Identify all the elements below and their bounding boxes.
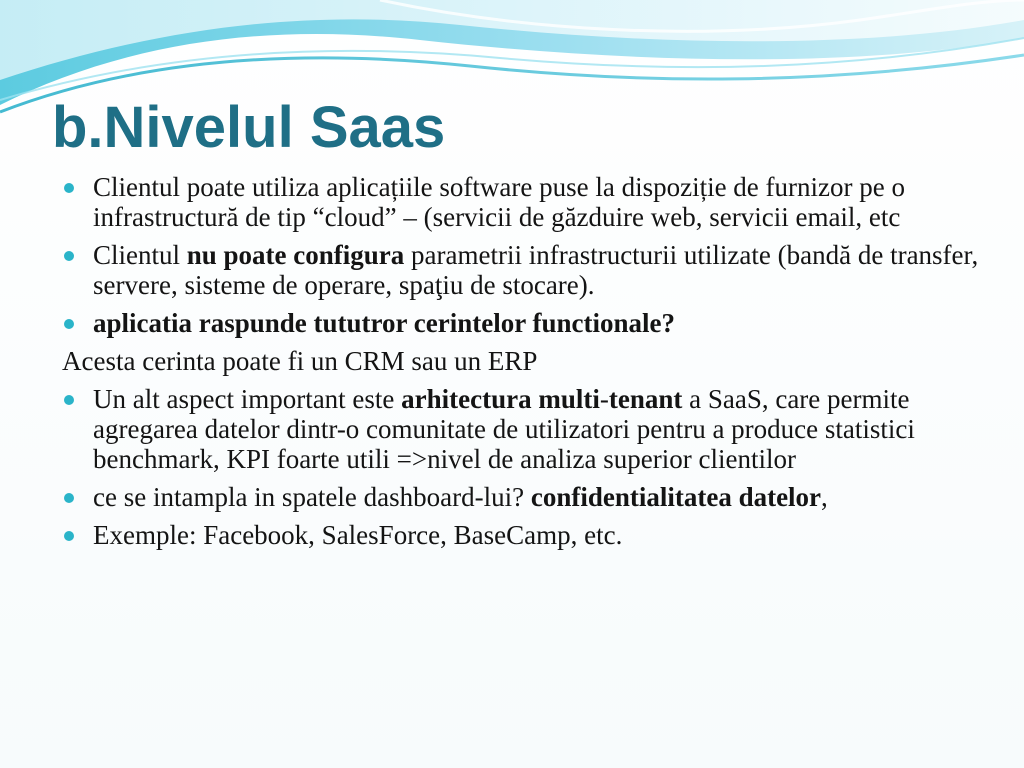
text: Exemple: Facebook, SalesForce, BaseCamp, etc. bbox=[93, 520, 623, 550]
text: - bbox=[599, 384, 609, 414]
bold-text: arhitectura multi bbox=[401, 384, 600, 414]
text: Clientul poate utiliza aplicațiile software puse la dispoziție de furnizor pe o infrastructură de tip “cloud” – (servicii de găzduire web, servicii email, etc bbox=[93, 172, 905, 232]
bullet-dot-icon bbox=[64, 251, 74, 261]
bullet-item bbox=[62, 482, 982, 512]
bullet-item bbox=[62, 520, 982, 550]
bullet-dot-icon bbox=[64, 531, 74, 541]
bullet-item bbox=[62, 172, 982, 232]
bold-text: tenant bbox=[608, 384, 683, 414]
bullet-item bbox=[62, 308, 982, 338]
bold-text: nu poate configura bbox=[186, 240, 405, 270]
bold-text: confidentialitatea datelor bbox=[530, 482, 822, 512]
bullet-item bbox=[62, 240, 982, 300]
text: , bbox=[821, 482, 828, 512]
text: parametrii infrastructurii utilizate (bandă de transfer, servere, sisteme de operare, spaţiu de stocare). bbox=[93, 240, 979, 300]
bullet-dot-icon bbox=[64, 493, 74, 503]
text-line bbox=[62, 346, 982, 376]
text: ce se intampla in spatele dashboard-lui? bbox=[93, 482, 531, 512]
bullet-dot-icon bbox=[64, 183, 74, 193]
bullet-dot-icon bbox=[64, 395, 74, 405]
slide-title: b.Nivelul Saas bbox=[52, 95, 446, 160]
slide-content bbox=[62, 172, 982, 558]
text: Clientul bbox=[93, 240, 187, 270]
bold-text: aplicatia raspunde tututror cerintelor functionale? bbox=[93, 308, 675, 338]
text: Un alt aspect important este bbox=[93, 384, 402, 414]
bullet-item bbox=[62, 384, 982, 474]
text: Acesta cerinta poate fi un CRM sau un ERP bbox=[62, 346, 538, 376]
bullet-dot-icon bbox=[64, 319, 74, 329]
text: a SaaS, care permite agregarea datelor dintr-o comunitate de utilizatori pentru a produce statistici benchmark, KPI foarte utili =>nivel de analiza superior clientilor bbox=[93, 384, 915, 474]
